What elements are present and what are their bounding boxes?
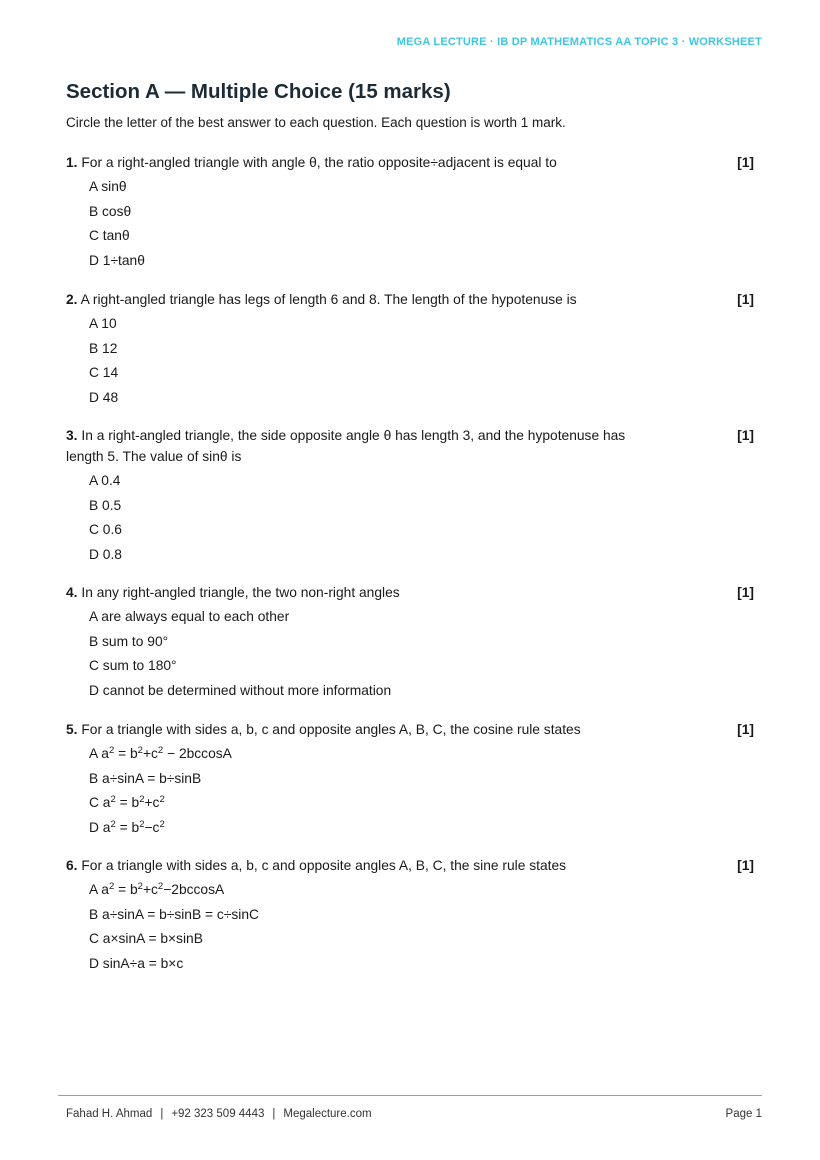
option-text: B 0.5 xyxy=(89,497,122,513)
answer-option xyxy=(89,679,756,704)
option-text: D 48 xyxy=(89,390,119,406)
answer-option xyxy=(89,605,756,630)
page-number: Page 1 xyxy=(725,1108,762,1120)
question-number: 3. xyxy=(66,428,78,443)
answer-option xyxy=(89,903,756,928)
question-stem xyxy=(66,289,666,310)
answer-option xyxy=(89,927,756,952)
option-text: = b xyxy=(114,746,138,761)
option-text: +c xyxy=(144,795,160,811)
answer-option xyxy=(89,337,756,362)
question-marks: [1] xyxy=(737,292,754,307)
question-stem xyxy=(66,425,666,467)
question-number: 4. xyxy=(66,585,78,600)
answer-options xyxy=(66,878,756,977)
question-3 xyxy=(66,425,756,568)
footer-separator: | xyxy=(160,1108,164,1120)
section-title: Section A — Multiple Choice (15 marks) xyxy=(66,80,451,103)
option-text: A a xyxy=(89,882,109,897)
option-text: C a xyxy=(89,795,111,811)
answer-option xyxy=(89,630,756,655)
superscript: 2 xyxy=(139,794,145,806)
question-stem xyxy=(66,582,666,603)
answer-option xyxy=(89,952,756,977)
question-number: 5. xyxy=(66,722,78,737)
option-text: D a xyxy=(89,820,111,836)
option-text: B 12 xyxy=(89,340,118,356)
answer-options xyxy=(66,605,756,704)
question-marks: [1] xyxy=(737,155,754,170)
answer-option xyxy=(89,175,756,200)
option-text: A sinθ xyxy=(89,179,127,194)
question-2 xyxy=(66,289,756,411)
question-number: 6. xyxy=(66,858,78,873)
option-text: +c xyxy=(142,746,158,761)
option-text: = b xyxy=(115,820,140,836)
answer-options xyxy=(66,742,756,841)
question-marks: [1] xyxy=(737,428,754,443)
question-text: For a triangle with sides a, b, c and opposite angles A, B, C, the sine rule states xyxy=(81,858,567,873)
superscript: 2 xyxy=(137,745,143,756)
answer-option xyxy=(89,816,756,841)
option-text: −2bccosA xyxy=(163,882,225,897)
option-text: B sum to 90° xyxy=(89,633,169,649)
superscript: 2 xyxy=(139,819,145,831)
option-text: C 0.6 xyxy=(89,522,122,538)
option-text: B cosθ xyxy=(89,203,132,219)
option-text: −c xyxy=(144,820,160,836)
running-header: MEGA LECTURE · IB DP MATHEMATICS AA TOPIC 3 · WORKSHEET xyxy=(396,36,762,48)
answer-option xyxy=(89,791,756,816)
question-number: 1. xyxy=(66,155,78,170)
question-stem xyxy=(66,152,666,173)
option-text: C 14 xyxy=(89,365,119,381)
question-text: In any right-angled triangle, the two non-right angles xyxy=(81,585,400,600)
question-text: In a right-angled triangle, the side opposite angle θ has length 3, and the hypotenuse has length 5. The value of sinθ is xyxy=(66,428,626,464)
question-6 xyxy=(66,855,756,977)
question-4 xyxy=(66,582,756,704)
superscript: 2 xyxy=(157,745,164,756)
footer-contact xyxy=(66,1108,372,1120)
option-text: B a÷sinA = b÷sinB = c÷sinC xyxy=(89,906,259,922)
question-text: For a right-angled triangle with angle θ, the ratio opposite÷adjacent is equal to xyxy=(81,155,557,170)
answer-option xyxy=(89,312,756,337)
question-number: 2. xyxy=(66,292,78,307)
option-text: = b xyxy=(115,795,140,811)
footer-author: Fahad H. Ahmad xyxy=(66,1108,153,1120)
answer-option xyxy=(89,543,756,568)
option-text: D 0.8 xyxy=(89,547,122,563)
question-5 xyxy=(66,719,756,841)
question-marks: [1] xyxy=(737,722,754,737)
answer-option xyxy=(89,878,756,903)
option-text: D 1÷tanθ xyxy=(89,253,145,269)
question-marks: [1] xyxy=(737,858,754,873)
superscript: 2 xyxy=(110,794,116,806)
option-text: +c xyxy=(142,882,158,897)
question-1 xyxy=(66,152,756,274)
question-stem xyxy=(66,855,666,876)
answer-option xyxy=(89,767,756,792)
option-text: C sum to 180° xyxy=(89,658,177,674)
question-text: For a triangle with sides a, b, c and opposite angles A, B, C, the cosine rule states xyxy=(81,722,581,737)
superscript: 2 xyxy=(137,881,143,892)
answer-option xyxy=(89,361,756,386)
superscript: 2 xyxy=(108,745,115,756)
footer-divider xyxy=(58,1095,762,1096)
answer-option xyxy=(89,386,756,411)
answer-option xyxy=(89,494,756,519)
answer-option xyxy=(89,224,756,249)
footer-website: Megalecture.com xyxy=(283,1108,372,1120)
section-instructions: Circle the letter of the best answer to each question. Each question is worth 1 mark. xyxy=(66,115,566,130)
footer-phone: +92 323 509 4443 xyxy=(171,1108,265,1120)
superscript: 2 xyxy=(110,819,116,831)
answer-option xyxy=(89,200,756,225)
answer-option xyxy=(89,654,756,679)
option-text: D cannot be determined without more information xyxy=(89,683,392,699)
superscript: 2 xyxy=(159,794,165,806)
superscript: 2 xyxy=(108,881,115,892)
superscript: 2 xyxy=(159,819,165,831)
option-text: B a÷sinA = b÷sinB xyxy=(89,770,202,786)
answer-options xyxy=(66,469,756,568)
answer-option xyxy=(89,742,756,767)
option-text: D sinA÷a = b×c xyxy=(89,956,184,972)
option-text: A 0.4 xyxy=(89,473,121,488)
answer-option xyxy=(89,249,756,274)
option-text: = b xyxy=(114,882,138,897)
option-text: C tanθ xyxy=(89,228,130,244)
footer-separator: | xyxy=(272,1108,276,1120)
option-text: C a×sinA = b×sinB xyxy=(89,931,203,947)
answer-option xyxy=(89,469,756,494)
option-text: A are always equal to each other xyxy=(89,609,290,624)
question-marks: [1] xyxy=(737,585,754,600)
answer-options xyxy=(66,312,756,411)
question-text: A right-angled triangle has legs of length 6 and 8. The length of the hypotenuse is xyxy=(80,292,577,307)
answer-option xyxy=(89,518,756,543)
option-text: A a xyxy=(89,746,109,761)
superscript: 2 xyxy=(157,881,164,892)
question-stem xyxy=(66,719,666,740)
option-text: A 10 xyxy=(89,316,117,331)
answer-options xyxy=(66,175,756,274)
option-text: − 2bccosA xyxy=(163,746,232,761)
